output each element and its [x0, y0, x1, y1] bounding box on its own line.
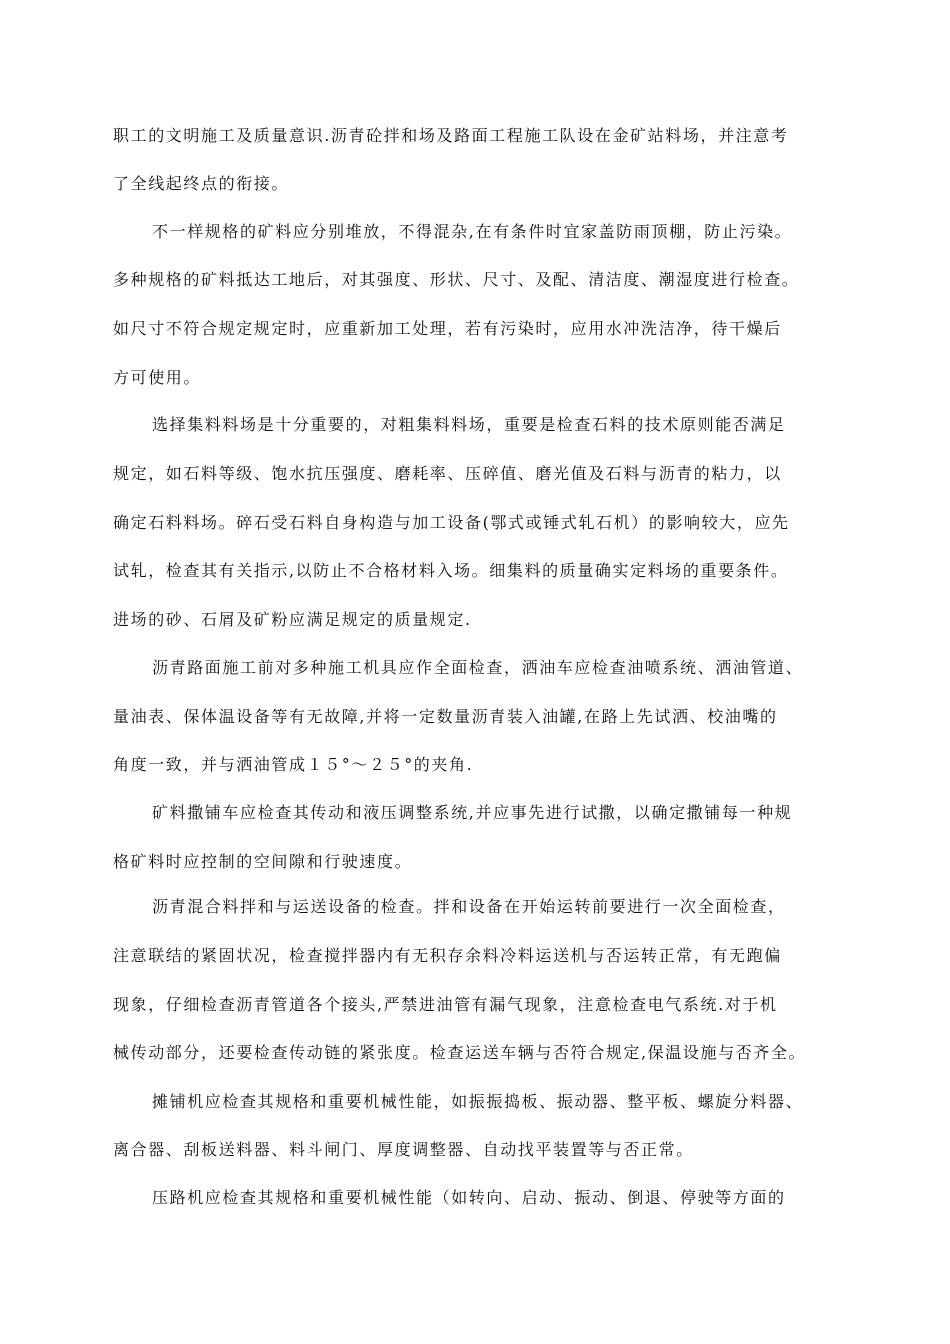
- text-line: 压路机应检查其规格和重要机械性能（如转向、启动、振动、倒退、停驶等方面的: [152, 1188, 786, 1207]
- text-line: 注意联结的紧固状况，检查搅拌器内有无积存余料冷料运送机与否运转正常，有无跑偏: [113, 946, 782, 965]
- text-line: 方可使用。: [113, 368, 202, 387]
- text-line: 了全线起终点的衔接。: [113, 174, 290, 193]
- text-line: 如尺寸不符合规定规定时，应重新加工处理，若有污染时，应用水冲洗洁净，待干燥后: [113, 319, 782, 338]
- text-line: 选择集料料场是十分重要的，对粗集料料场，重要是检查石料的技术原则能否满足: [152, 415, 786, 434]
- text-line: 量油表、保体温设备等有无故障,并将一定数量沥青装入油罐,在路上先试洒、校油嘴的: [113, 707, 778, 726]
- text-line: 多种规格的矿料抵达工地后，对其强度、形状、尺寸、及配、清洁度、潮湿度进行检查。: [113, 270, 800, 289]
- text-line: 离合器、刮板送料器、料斗闸门、厚度调整器、自动找平装置等与否正常。: [113, 1140, 694, 1159]
- text-line: 格矿料时应控制的空间隙和行驶速度。: [113, 852, 413, 871]
- text-line: 不一样规格的矿料应分别堆放，不得混杂,在有条件时宜家盖防雨顶棚，防止污染。: [152, 222, 793, 241]
- text-line: 规定，如石料等级、饱水抗压强度、磨耗率、压碎值、磨光值及石料与沥青的粘力，以: [113, 464, 782, 483]
- text-line: 矿料撒铺车应检查其传动和液压调整系统,并应事先进行试撒，以确定撒铺每一种规: [152, 803, 793, 822]
- text-line: 职工的文明施工及质量意识.沥青砼拌和场及路面工程施工队设在金矿站料场，并注意考: [113, 126, 789, 145]
- text-line: 摊铺机应检查其规格和重要机械性能，如振振捣板、振动器、整平板、螺旋分料器、: [152, 1092, 804, 1111]
- text-line: 械传动部分，还要检查传动链的紧张度。检查运送车辆与否符合规定,保温设施与否齐全。: [113, 1043, 807, 1062]
- text-line: 进场的砂、石屑及矿粉应满足规定的质量规定.: [113, 610, 472, 629]
- text-line: 角度一致，并与洒油管成１５°～２５°的夹角.: [113, 755, 474, 774]
- text-line: 沥青路面施工前对多种施工机具应作全面检查，洒油车应检查油喷系统、洒油管道、: [152, 658, 804, 677]
- text-line: 现象，仔细检查沥青管道各个接头,严禁进油管有漏气现象，注意检查电气系统.对于机: [113, 995, 778, 1014]
- text-line: 确定石料料场。碎石受石料自身构造与加工设备(鄂式或锤式轧石机）的影响较大，应先: [113, 513, 790, 532]
- text-line: 试轧，检查其有关指示,以防止不合格材料入场。细集料的质量确实定料场的重要条件。: [113, 561, 789, 580]
- text-line: 沥青混合料拌和与运送设备的检查。拌和设备在开始运转前要进行一次全面检查，: [152, 897, 786, 916]
